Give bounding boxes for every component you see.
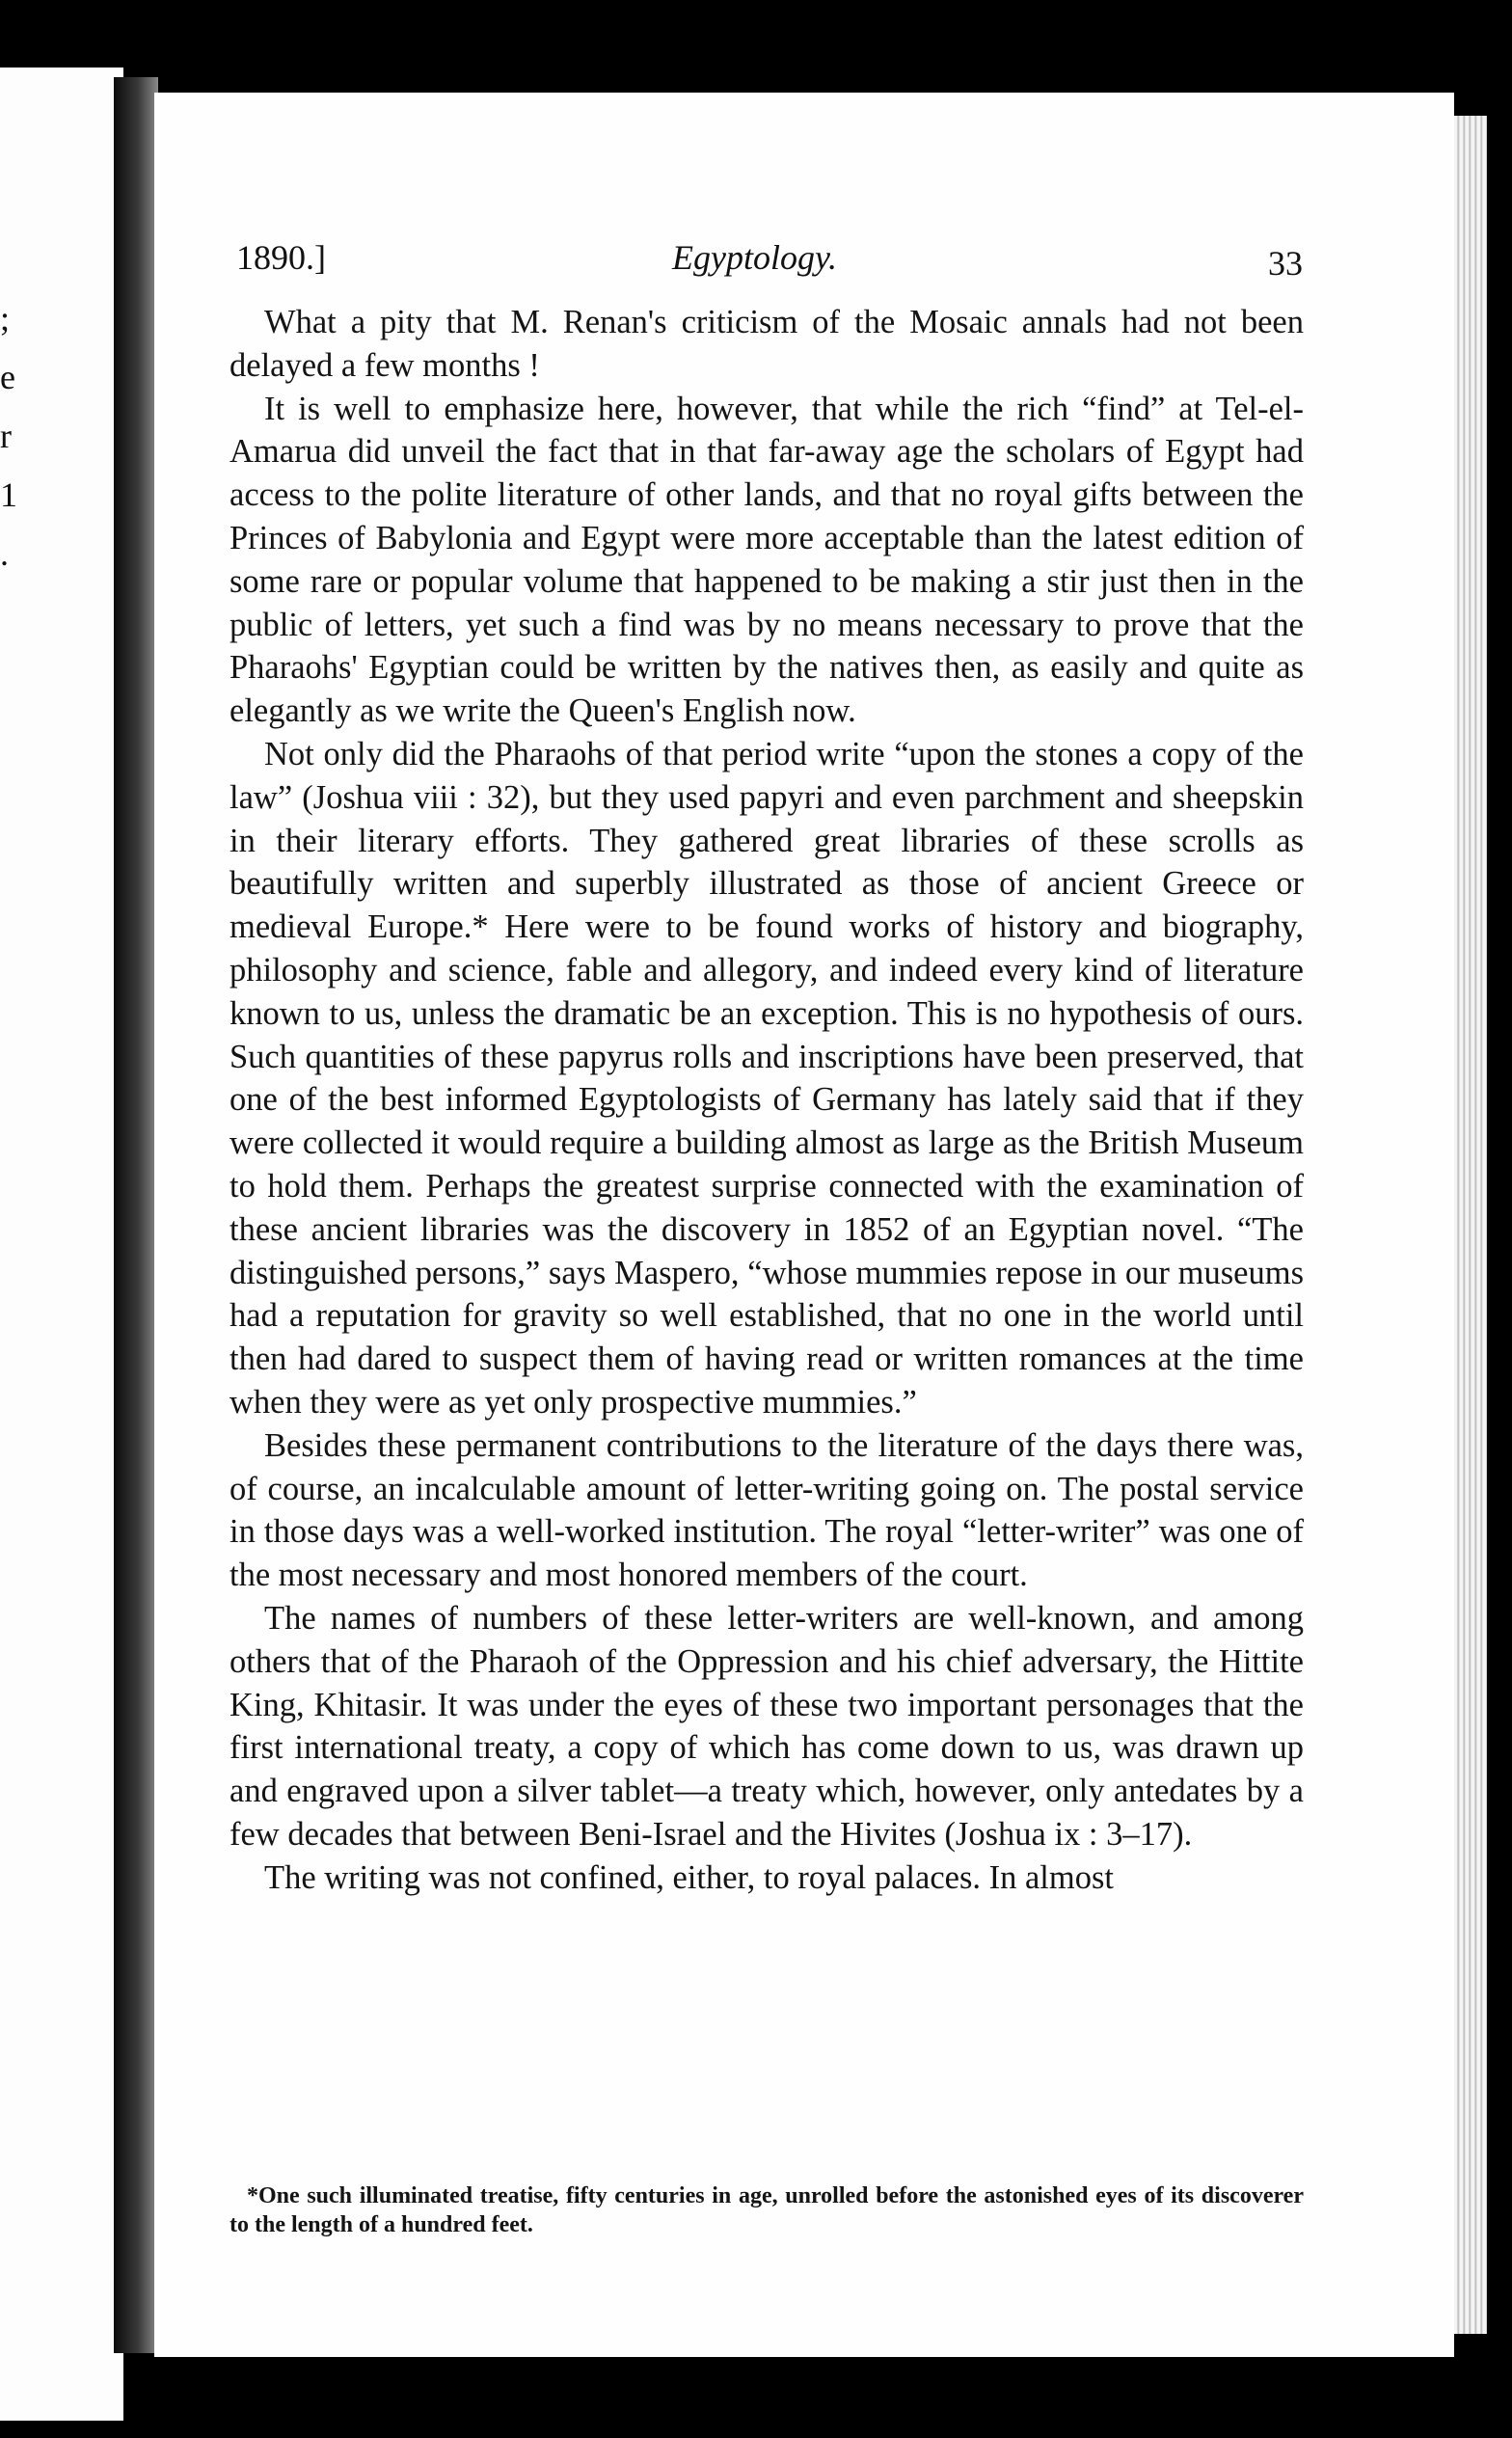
paragraph: Besides these permanent contributions to the literature of the days there was, of course, an incalculable amount of letter-writing going on. The postal service in those days was a well-worked institution. The royal “letter-writer” was one of the most necessary and most honored members of the court. bbox=[230, 1426, 1304, 1594]
paragraph: Not only did the Pharaohs of that period write “upon the stones a copy of the law” (Joshua viii : 32), but they used papyri and even parchment and sheepskin in their literary efforts. They gathered great libraries of these scrolls as beautifully written and superbly illustrated as those of ancient Greece or medieval Europe.* Here were to be found works of history and biography, philosophy and science, fable and allegory, and indeed every kind of literature known to us, unless the dramatic be an exception. This is no hypothesis of ours. Such quantities of these papyrus rolls and inscriptions have been preserved, that one of the best informed Egyptologists of Germany has lately said that if they were collected it would require a building almost as large as the British Museum to hold them. Perhaps the greatest surprise connected with the examination of these ancient libraries was the discovery in 1852 of an Egyptian novel. “The distinguished persons,” says Maspero, “whose mummies repose in our museums had a reputation for gravity so well established, that no one in the world until then had dared to suspect them of having read or written romances at the time when they were as yet only prospective mummies.” bbox=[230, 735, 1304, 1421]
running-head-year: 1890.] bbox=[236, 238, 326, 277]
facing-page-fragments bbox=[0, 289, 19, 583]
paragraph: The names of numbers of these letter-writers are well-known, and among others that of the Pharaoh of the Oppression and his chief adversary, the Hittite King, Khitasir. It was under the eyes of these two important personages that the first international treaty, a copy of which has come down to us, was drawn up and engraved upon a silver tablet—a treaty which, however, only antedates by a few decades that between Beni-Israel and the Hivites (Joshua ix : 3–17). bbox=[230, 1599, 1304, 1853]
running-head bbox=[236, 237, 1303, 291]
paragraph: The writing was not confined, either, to royal palaces. In almost bbox=[264, 1858, 1114, 1896]
fragment-char: . bbox=[0, 534, 9, 573]
fragment-char: ; bbox=[0, 299, 11, 338]
page-number: 33 bbox=[1268, 244, 1303, 283]
footnote: *One such illuminated treatise, fifty centuries in age, unrolled before the astonished eyes of its discoverer to the length of a hundred feet. bbox=[230, 2183, 1304, 2237]
book-gutter-shadow bbox=[114, 77, 158, 2353]
fragment-char: e bbox=[0, 358, 15, 396]
running-head-title: Egyptology. bbox=[672, 238, 837, 277]
paragraph: It is well to emphasize here, however, that while the rich “find” at Tel-el-Amarua did unveil the fact that in that far-away age the scholars of Egypt had access to the polite literature of other lands, and that no royal gifts between the Princes of Babylonia and Egypt were more acceptable than the latest edition of some rare or popular volume that happened to be making a stir just then in the public of letters, yet such a find was by no means necessary to prove that the Pharaohs' Egyptian could be written by the natives then, as easily and quite as elegantly as we write the Queen's English now. bbox=[230, 390, 1304, 730]
fragment-char: 1 bbox=[0, 475, 17, 514]
body-text bbox=[230, 301, 1304, 1899]
paragraph: What a pity that M. Renan's criticism of the Mosaic annals had not been delayed a few months ! bbox=[230, 304, 1304, 384]
page-stack-edge bbox=[1454, 116, 1487, 2334]
fragment-char: r bbox=[0, 417, 12, 455]
